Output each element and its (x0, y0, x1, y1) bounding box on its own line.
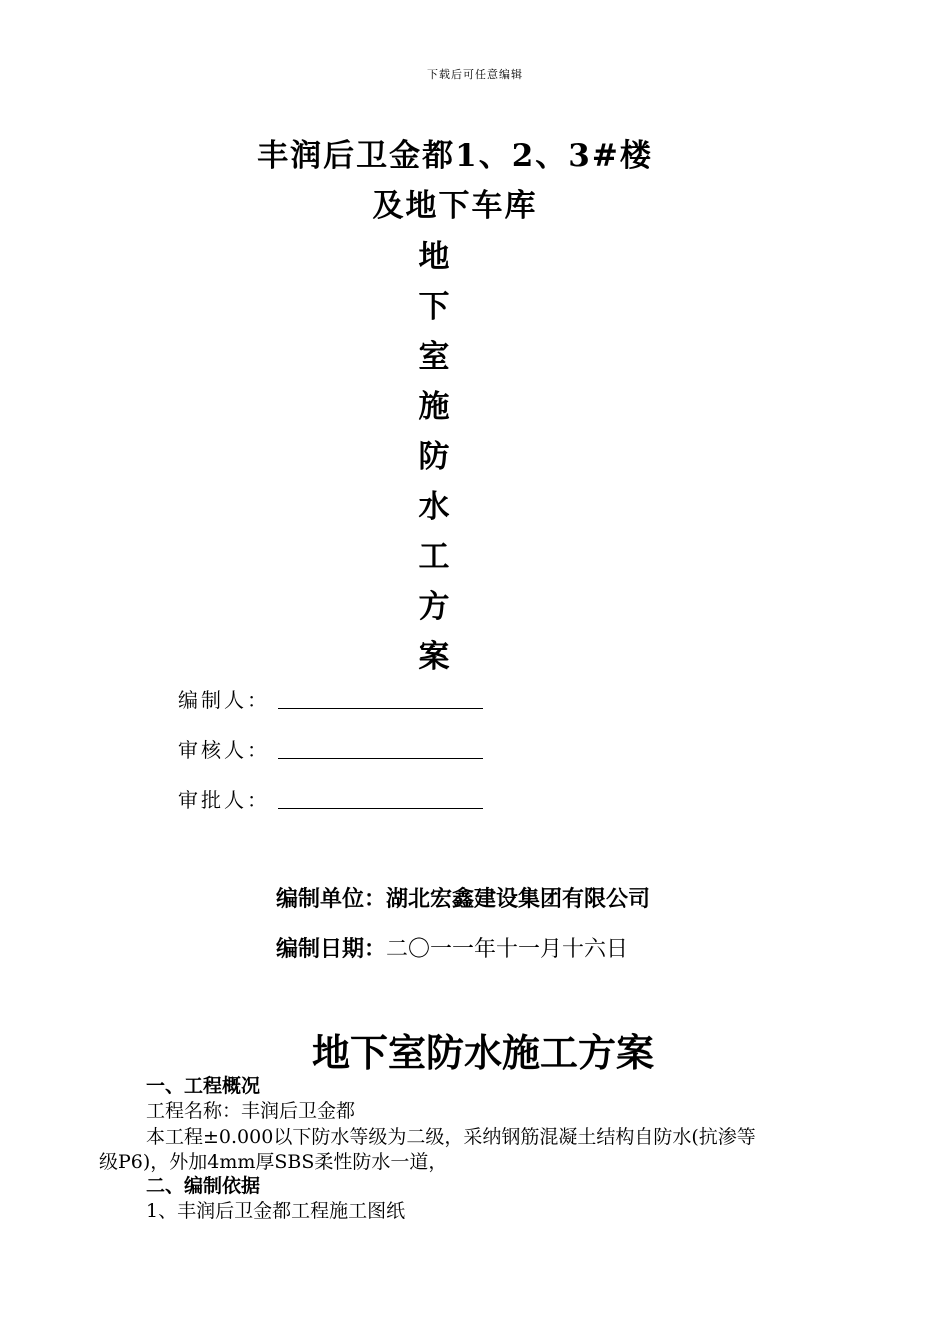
paragraph-line: 本工程±0.000以下防水等级为二级，采纳钢筋混凝土结构自防水(抗渗等 (146, 1126, 756, 1148)
paragraph-line: 级P6)，外加4mm厚SBS柔性防水一道， (99, 1151, 448, 1173)
project-name-line: 工程名称：丰润后卫金都 (146, 1100, 356, 1122)
signature-blank-line[interactable] (278, 708, 483, 709)
compiling-unit-value: 湖北宏鑫建设集团有限公司 (386, 886, 651, 912)
document-title: 地下室防水施工方案 (311, 1030, 654, 1075)
signature-label: 审批人： (178, 788, 270, 812)
signature-label: 审核人： (178, 738, 270, 762)
section-heading-overview: 一、工程概况 (146, 1075, 261, 1097)
vertical-title-char: 地 (418, 239, 450, 275)
basis-list-item: 1、丰润后卫金都工程施工图纸 (146, 1200, 406, 1222)
compiling-unit (276, 882, 650, 913)
header-note: 下载后可任意编辑 (427, 68, 523, 81)
compiling-unit-label: 编制单位： (276, 886, 387, 912)
vertical-title-char: 方 (418, 589, 450, 625)
signature-label: 编制人： (178, 688, 270, 712)
signature-blank-line[interactable] (278, 758, 483, 759)
cover-title-line-1: 丰润后卫金都1、2、3#楼 (257, 138, 653, 174)
signature-blank-line[interactable] (278, 808, 483, 809)
vertical-title-char: 案 (418, 639, 450, 675)
compiling-date-label: 编制日期： (276, 936, 387, 962)
vertical-title-char: 防 (418, 439, 450, 475)
vertical-title-char: 室 (418, 339, 450, 375)
cover-title-line-2: 及地下车库 (372, 188, 538, 224)
vertical-title-char: 施 (418, 389, 450, 425)
section-heading-basis: 二、编制依据 (146, 1175, 261, 1197)
vertical-title-char: 工 (418, 539, 450, 575)
compiling-date-value: 二〇一一年十一月十六日 (386, 937, 629, 962)
vertical-title-char: 下 (418, 289, 450, 325)
compiling-date (276, 932, 628, 963)
vertical-title-char: 水 (418, 489, 450, 525)
